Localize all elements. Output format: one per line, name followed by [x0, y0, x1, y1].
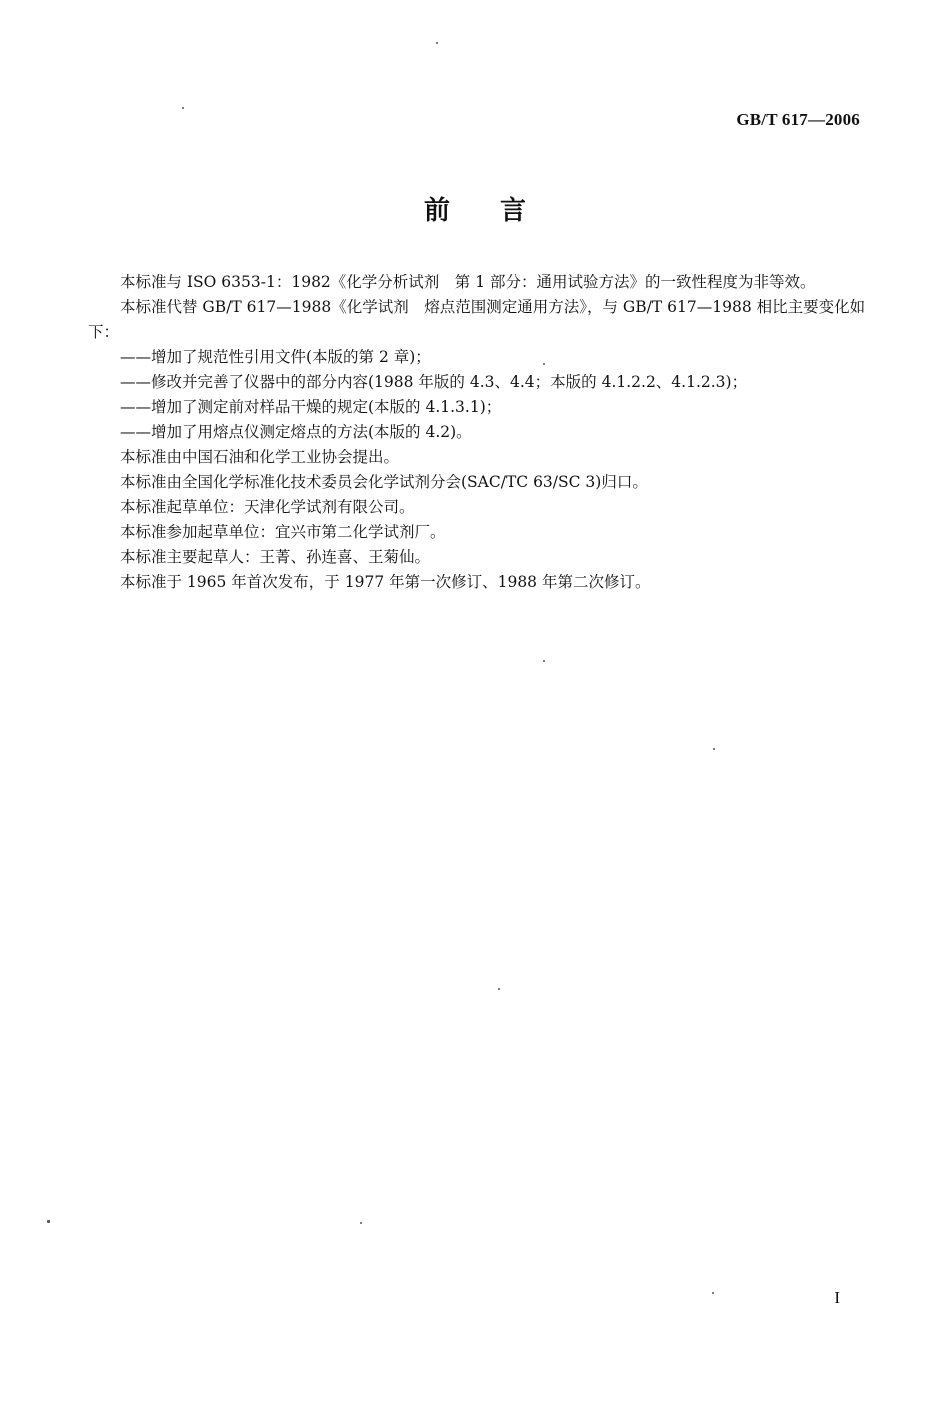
- paragraph-proposer: 本标准由中国石油和化学工业协会提出。: [120, 448, 400, 466]
- page-title: 前言: [423, 196, 576, 226]
- standard-code: GB/T 617—2006: [736, 110, 860, 129]
- scan-speck: [47, 1220, 50, 1223]
- scan-speck: [713, 748, 715, 750]
- paragraph-drafters: 本标准主要起草人：王菁、孙连喜、王菊仙。: [120, 548, 431, 566]
- change-item: ——增加了用熔点仪测定熔点的方法(本版的 4.2)。: [120, 423, 472, 441]
- scan-speck: [543, 660, 545, 662]
- scan-speck: [543, 363, 545, 365]
- change-item: ——修改并完善了仪器中的部分内容(1988 年版的 4.3、4.4；本版的 4.1.2.2、4.1.2.3)；: [120, 373, 748, 391]
- scan-speck: [360, 1222, 362, 1224]
- change-item: ——增加了测定前对样品干燥的规定(本版的 4.1.3.1)；: [120, 398, 502, 416]
- foreword-body: [88, 270, 868, 595]
- paragraph-drafting-unit: 本标准起草单位：天津化学试剂有限公司。: [120, 498, 415, 516]
- scan-speck: [182, 107, 184, 109]
- paragraph-committee: 本标准由全国化学标准化技术委员会化学试剂分会(SAC/TC 63/SC 3)归口。: [120, 473, 648, 491]
- scan-speck: [436, 42, 438, 44]
- paragraph-consistency: 本标准与 ISO 6353-1：1982《化学分析试剂 第 1 部分：通用试验方法》的一致性程度为非等效。: [120, 273, 816, 291]
- paragraph-replacement: 本标准代替 GB/T 617—1988《化学试剂 熔点范围测定通用方法》，与 GB/T 617—1988 相比主要变化如下：: [88, 298, 866, 341]
- paragraph-history: 本标准于 1965 年首次发布，于 1977 年第一次修订、1988 年第二次修订。: [120, 573, 651, 591]
- scan-speck: [712, 1292, 714, 1294]
- change-item: ——增加了规范性引用文件(本版的第 2 章)；: [120, 348, 431, 366]
- scan-speck: [498, 988, 500, 990]
- page-number: I: [834, 1288, 840, 1307]
- paragraph-participating-unit: 本标准参加起草单位：宜兴市第二化学试剂厂。: [120, 523, 446, 541]
